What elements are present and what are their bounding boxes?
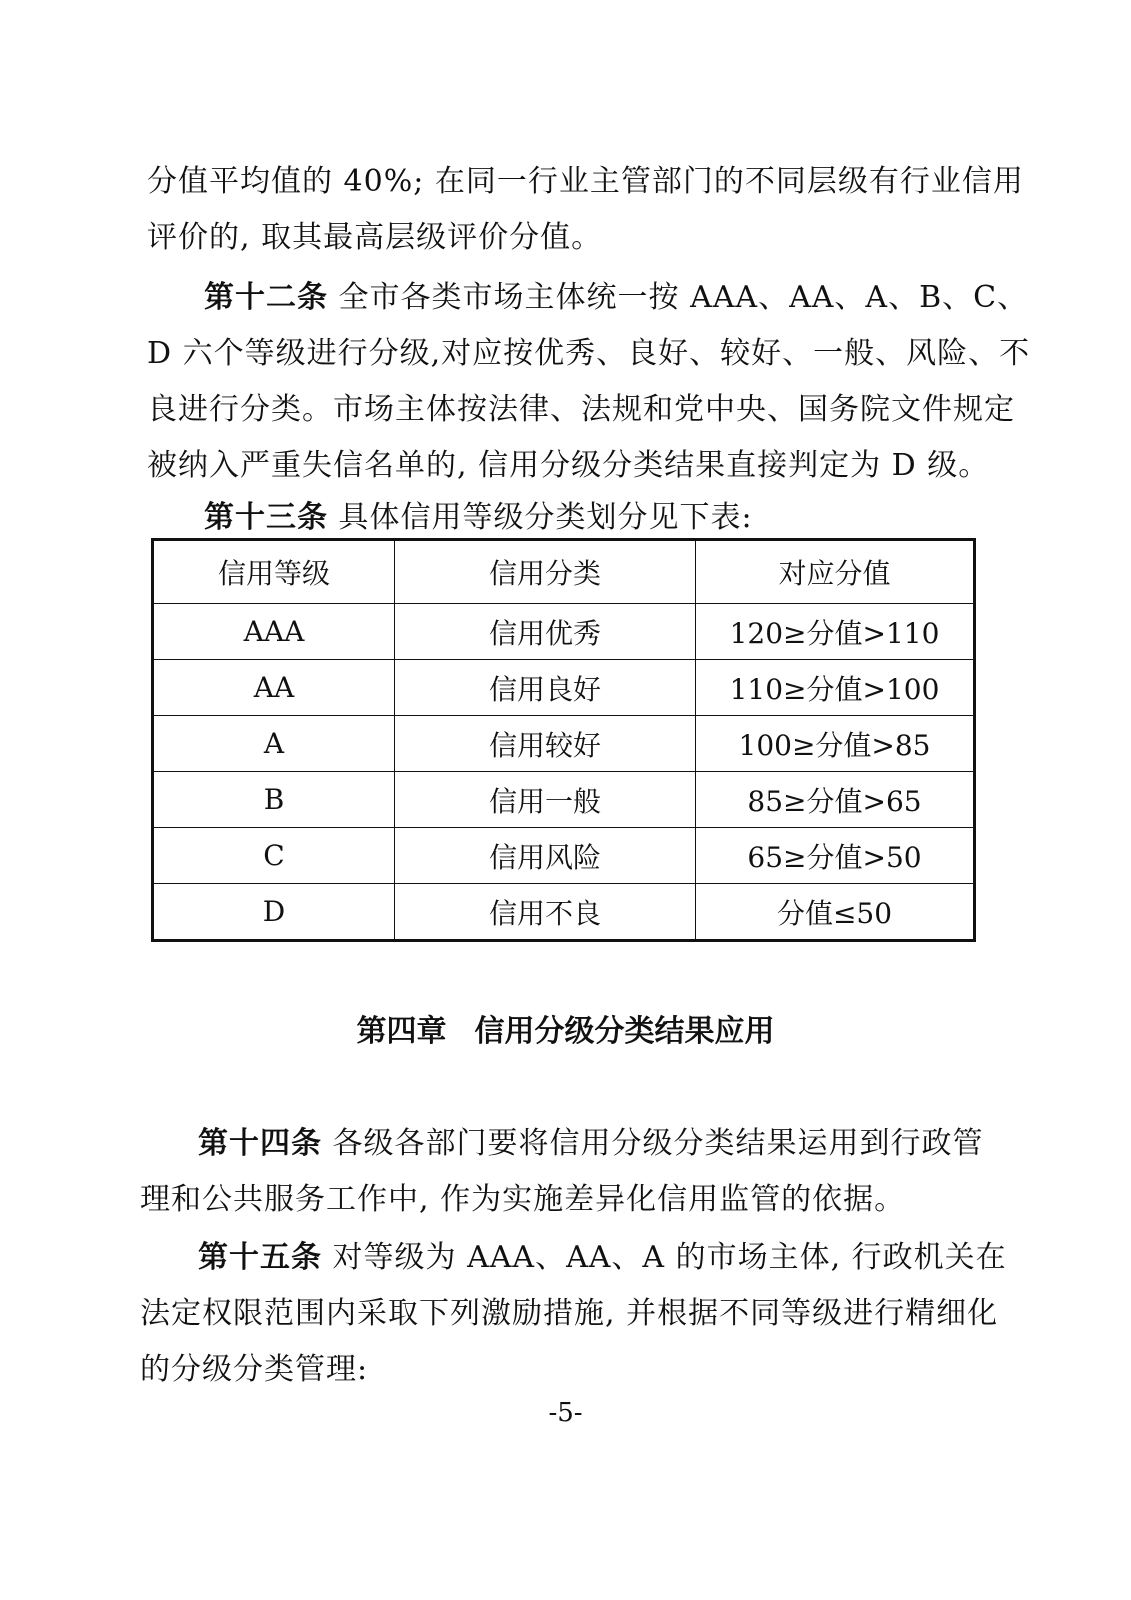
table-cell: 分值≤50 [696, 884, 975, 941]
column-header: 对应分值 [696, 540, 975, 604]
paragraph-line: 的分级分类管理: [140, 1352, 369, 1387]
paragraph-line: 被纳入严重失信名单的, 信用分级分类结果直接判定为 D 级。 [147, 448, 990, 483]
article-text: 全市各类市场主体统一按 AAA、AA、A、B、C、 [338, 280, 1029, 315]
table-row [153, 716, 975, 772]
article-heading: 第十三条 [204, 500, 328, 535]
table-cell: C [153, 828, 395, 884]
table-cell: AA [153, 660, 395, 716]
table-row [153, 828, 975, 884]
table-cell: 信用不良 [395, 884, 696, 941]
table-cell: 信用一般 [395, 772, 696, 828]
article-heading: 第十二条 [204, 280, 328, 315]
table-header-row [153, 540, 975, 604]
table-cell: 信用风险 [395, 828, 696, 884]
column-header: 信用等级 [153, 540, 395, 604]
table-row [153, 604, 975, 660]
article-15-line-1 [198, 1238, 1007, 1278]
table-cell: 信用较好 [395, 716, 696, 772]
table-cell: 85≥分值>65 [696, 772, 975, 828]
table-row [153, 884, 975, 941]
table-cell: 120≥分值>110 [696, 604, 975, 660]
table-cell: B [153, 772, 395, 828]
article-heading: 第十四条 [198, 1126, 322, 1161]
table-cell: 信用优秀 [395, 604, 696, 660]
credit-grade-table [151, 538, 976, 942]
article-heading: 第十五条 [198, 1240, 322, 1275]
paragraph-line: 良进行分类。市场主体按法律、法规和党中央、国务院文件规定 [147, 392, 1015, 427]
chapter-number: 第四章 [356, 1014, 447, 1049]
article-13-line-1 [204, 498, 753, 538]
table-cell: 110≥分值>100 [696, 660, 975, 716]
article-text: 各级各部门要将信用分级分类结果运用到行政管 [332, 1126, 984, 1161]
table-cell: 100≥分值>85 [696, 716, 975, 772]
paragraph-line: D 六个等级进行分级,对应按优秀、良好、较好、一般、风险、不 [147, 336, 1031, 371]
page-number: -5- [548, 1398, 583, 1428]
article-text: 具体信用等级分类划分见下表: [338, 500, 753, 535]
paragraph-line: 分值平均值的 40%; 在同一行业主管部门的不同层级有行业信用 [147, 164, 1024, 199]
table-cell: 65≥分值>50 [696, 828, 975, 884]
paragraph-line: 理和公共服务工作中, 作为实施差异化信用监管的依据。 [140, 1182, 906, 1217]
table-cell: 信用良好 [395, 660, 696, 716]
table-cell: AAA [153, 604, 395, 660]
chapter-title: 信用分级分类结果应用 [474, 1014, 775, 1049]
table-row [153, 660, 975, 716]
table-row [153, 772, 975, 828]
paragraph-line: 法定权限范围内采取下列激励措施, 并根据不同等级进行精细化 [140, 1296, 999, 1331]
article-14-line-1 [198, 1124, 983, 1164]
column-header: 信用分类 [395, 540, 696, 604]
table-cell: A [153, 716, 395, 772]
chapter-heading [0, 1012, 1131, 1052]
table-cell: D [153, 884, 395, 941]
paragraph-line: 评价的, 取其最高层级评价分值。 [147, 220, 603, 255]
article-12-line-1 [204, 278, 1029, 318]
article-text: 对等级为 AAA、AA、A 的市场主体, 行政机关在 [332, 1240, 1007, 1275]
